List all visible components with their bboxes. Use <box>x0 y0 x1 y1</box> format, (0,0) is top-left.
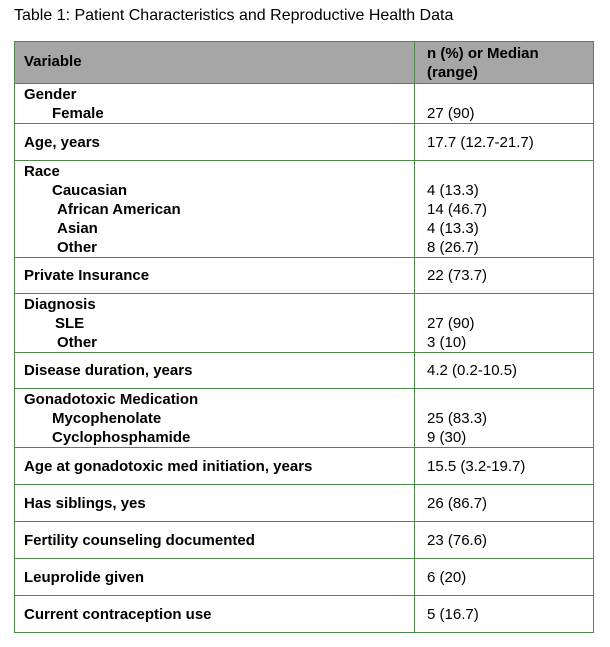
value-header-line2: (range) <box>427 64 478 81</box>
row-value-caucasian: 4 (13.3) <box>427 182 479 199</box>
row-value-contraception: 5 (16.7) <box>415 596 594 633</box>
row-value-asian: 4 (13.3) <box>427 220 479 237</box>
row-value-leuprolide: 6 (20) <box>415 559 594 596</box>
row-value-age-at-initiation: 15.5 (3.2-19.7) <box>415 448 594 485</box>
row-label-african-american: African American <box>57 201 181 218</box>
row-label-contraception: Current contraception use <box>15 596 415 633</box>
table-row <box>15 448 594 485</box>
value-header-line1: n (%) or Median <box>427 45 539 62</box>
row-value-age: 17.7 (12.7-21.7) <box>415 124 594 161</box>
row-label-female: Female <box>52 105 104 122</box>
row-label-fertility-counseling: Fertility counseling documented <box>15 522 415 559</box>
row-label-cyclophosphamide: Cyclophosphamide <box>52 429 191 446</box>
table-row <box>15 353 594 389</box>
row-heading-gonadotoxic-medication: Gonadotoxic Medication <box>24 391 199 408</box>
table-row <box>15 294 594 353</box>
row-heading-race: Race <box>24 163 60 180</box>
row-value-private-insurance: 22 (73.7) <box>415 258 594 294</box>
row-value-has-siblings: 26 (86.7) <box>415 485 594 522</box>
table-row <box>15 389 594 448</box>
row-value-female: 27 (90) <box>427 105 475 122</box>
row-value-fertility-counseling: 23 (76.6) <box>415 522 594 559</box>
row-label-age-at-initiation: Age at gonadotoxic med initiation, years <box>15 448 415 485</box>
variable-column-header: Variable <box>15 42 415 84</box>
row-label-sle: SLE <box>55 315 85 332</box>
row-heading-gender: Gender <box>24 86 77 103</box>
row-value-african-american: 14 (46.7) <box>427 201 488 218</box>
row-value-mycophenolate: 25 (83.3) <box>427 410 488 427</box>
table-caption: Table 1: Patient Characteristics and Reproductive Health Data <box>14 7 454 24</box>
row-label-race-other: Other <box>57 239 98 256</box>
row-label-leuprolide: Leuprolide given <box>15 559 415 596</box>
row-value-disease-duration: 4.2 (0.2-10.5) <box>415 353 594 389</box>
row-label-private-insurance: Private Insurance <box>15 258 415 294</box>
value-column-header <box>415 42 594 84</box>
table-row <box>15 596 594 633</box>
row-label-diagnosis-other: Other <box>57 334 98 351</box>
row-heading-diagnosis: Diagnosis <box>24 296 96 313</box>
row-label-age: Age, years <box>15 124 415 161</box>
row-value-race-other: 8 (26.7) <box>427 239 479 256</box>
table-row <box>15 522 594 559</box>
table-row <box>15 485 594 522</box>
row-label-caucasian: Caucasian <box>52 182 128 199</box>
table-row <box>15 559 594 596</box>
patient-characteristics-table <box>14 41 594 633</box>
row-value-diagnosis-other: 3 (10) <box>427 334 467 351</box>
row-label-mycophenolate: Mycophenolate <box>52 410 162 427</box>
table-header-row <box>15 42 594 84</box>
row-label-disease-duration: Disease duration, years <box>15 353 415 389</box>
table-row <box>15 124 594 161</box>
table-row <box>15 161 594 258</box>
table-row <box>15 258 594 294</box>
row-value-cyclophosphamide: 9 (30) <box>427 429 467 446</box>
row-label-asian: Asian <box>57 220 98 237</box>
row-label-has-siblings: Has siblings, yes <box>15 485 415 522</box>
row-value-sle: 27 (90) <box>427 315 475 332</box>
table-row <box>15 84 594 124</box>
